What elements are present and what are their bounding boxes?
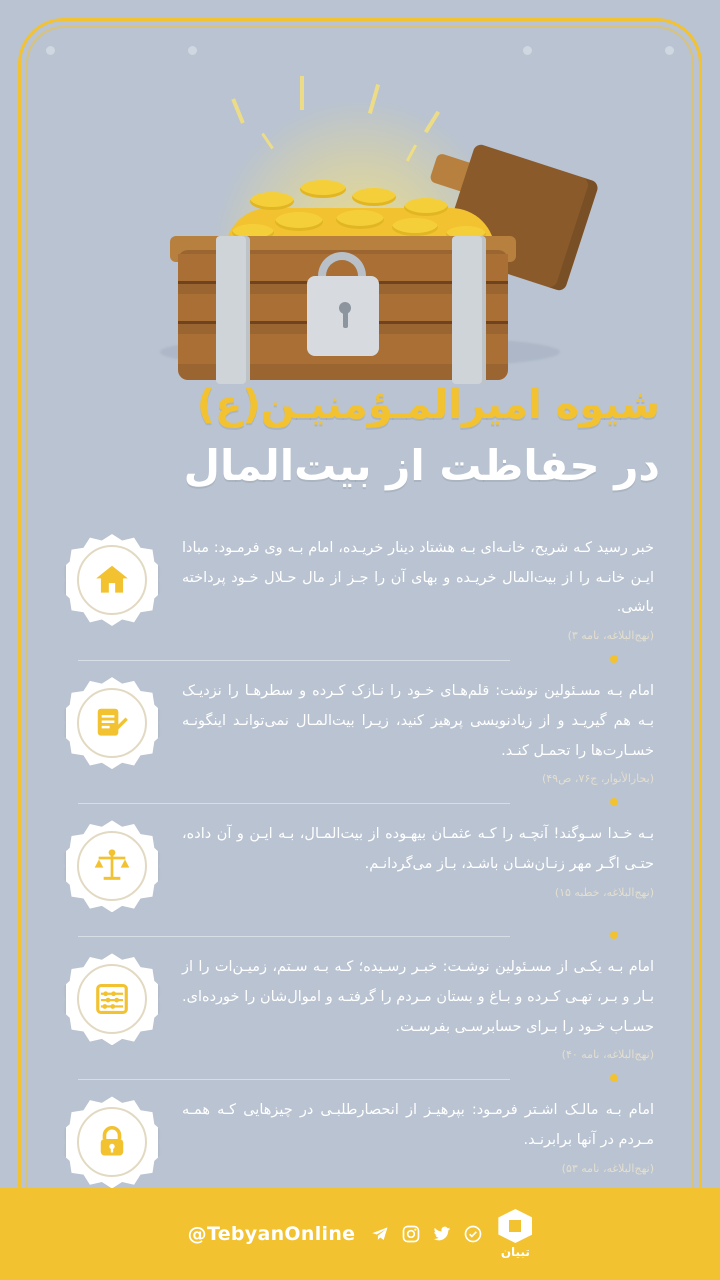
frame-dot [665, 46, 674, 55]
badge-abacus [60, 947, 164, 1051]
treasure-chest-illustration [0, 40, 720, 380]
item-text-block [164, 528, 660, 642]
badge-lock [60, 1090, 164, 1194]
telegram-icon[interactable] [369, 1223, 391, 1245]
coin [300, 180, 346, 198]
aparat-icon[interactable] [462, 1223, 484, 1245]
footer-bar [0, 1188, 720, 1280]
chest-lock [307, 276, 379, 356]
list-item [60, 528, 660, 656]
item-text: امام بـه مالـک اشـتر فرمـود: بپرهیـز از انحصارطلبـی در چیزهایی کـه همـه مـردم در آنها برابرنـد. [182, 1102, 654, 1149]
keyhole-icon [339, 302, 351, 314]
item-source: (نهج‌البلاغه، خطبه ۱۵) [554, 885, 654, 899]
item-text-block [164, 1090, 660, 1174]
divider [78, 1079, 510, 1080]
coin [352, 188, 396, 206]
content-list [60, 528, 660, 1208]
item-text: بـه خـدا سـوگند! آنچـه را کـه عثمـان بیهـوده از بیت‌المـال، بـه ایـن و آن داده، حتـی اگـر مهر زنـان‌شـان باشـد، بـاز می‌گردانـم. [182, 826, 654, 873]
badge-document-edit [60, 671, 164, 775]
divider [78, 803, 510, 804]
chest-strap [216, 236, 250, 384]
divider [78, 660, 510, 661]
document-edit-icon [93, 704, 131, 742]
item-source: (بحارالأنوار، ج۷۶، ص۴۹) [541, 772, 654, 786]
item-text-block [164, 947, 660, 1061]
frame-dot [188, 46, 197, 55]
item-text: امام بـه یکـی از مسـئولین نوشـت: خبـر رسـیده؛ کـه بـه سـتم، زمیـن‌ات را از بـار و بـر، تهـی کـرده و بـاغ و بستان مـردم را گرفتـه و اموال‌شان را خورده‌ای. حسـاب خـود را بـرای حسابرسـی بفرسـت. [182, 959, 654, 1035]
coin [275, 212, 323, 231]
coin [250, 192, 294, 210]
coin [404, 198, 448, 216]
coin [392, 218, 438, 236]
list-item [60, 671, 660, 799]
item-text-block [164, 814, 660, 898]
badge-scales [60, 814, 164, 918]
item-text: امام بـه مسـئولین نوشت: قلم‌هـای خـود را نـازک کـرده و سطرهـا را نزدیـک بـه هم گیریـد و از زیادنویسی پرهیز کنید، زیـرا بیت‌المـال نمی‌توانـد اینگونـه خسـارت‌ها را تحمـل کنـد. [182, 683, 654, 759]
badge-home [60, 528, 164, 632]
sparkle [300, 76, 304, 110]
abacus-icon [93, 980, 131, 1018]
divider [78, 936, 510, 937]
item-text: خبر رسید کـه شریح، خانـه‌ای بـه هشتاد دینار خریـده، امام بـه وی فرمـود: مبادا ایـن خانـه را از بیت‌المال خریـده و بهای آن را جـز از مال حـلال خـود پرداخته باشی. [182, 540, 654, 616]
chest-strap [452, 236, 486, 384]
page-title-line1: شیوه امیرالمـؤمنیـن(ع) [196, 382, 660, 428]
instagram-icon[interactable] [400, 1223, 422, 1245]
page-title-block [60, 378, 660, 495]
item-source: (نهج‌البلاغه، نامه ۳) [567, 629, 654, 643]
coin [336, 210, 384, 229]
tebyan-logo-icon [498, 1209, 532, 1243]
social-icons[interactable] [369, 1223, 484, 1245]
frame-dot [46, 46, 55, 55]
frame-dot [523, 46, 532, 55]
item-source: (نهج‌البلاغه، نامه ۵۳) [561, 1161, 654, 1175]
item-text-block [164, 671, 660, 785]
item-source: (نهج‌البلاغه، نامه ۴۰) [561, 1048, 654, 1062]
scales-balance-icon [92, 846, 132, 886]
home-icon [93, 561, 131, 599]
list-item [60, 947, 660, 1075]
twitter-icon[interactable] [431, 1223, 453, 1245]
social-handle[interactable]: @TebyanOnline [187, 1223, 356, 1245]
page-title-line2: در حفاظت از بیت‌المال [183, 441, 660, 490]
list-item [60, 814, 660, 932]
tebyan-logo [498, 1209, 532, 1259]
lock-icon [94, 1124, 130, 1160]
tebyan-logo-text: تبیان [500, 1245, 530, 1259]
